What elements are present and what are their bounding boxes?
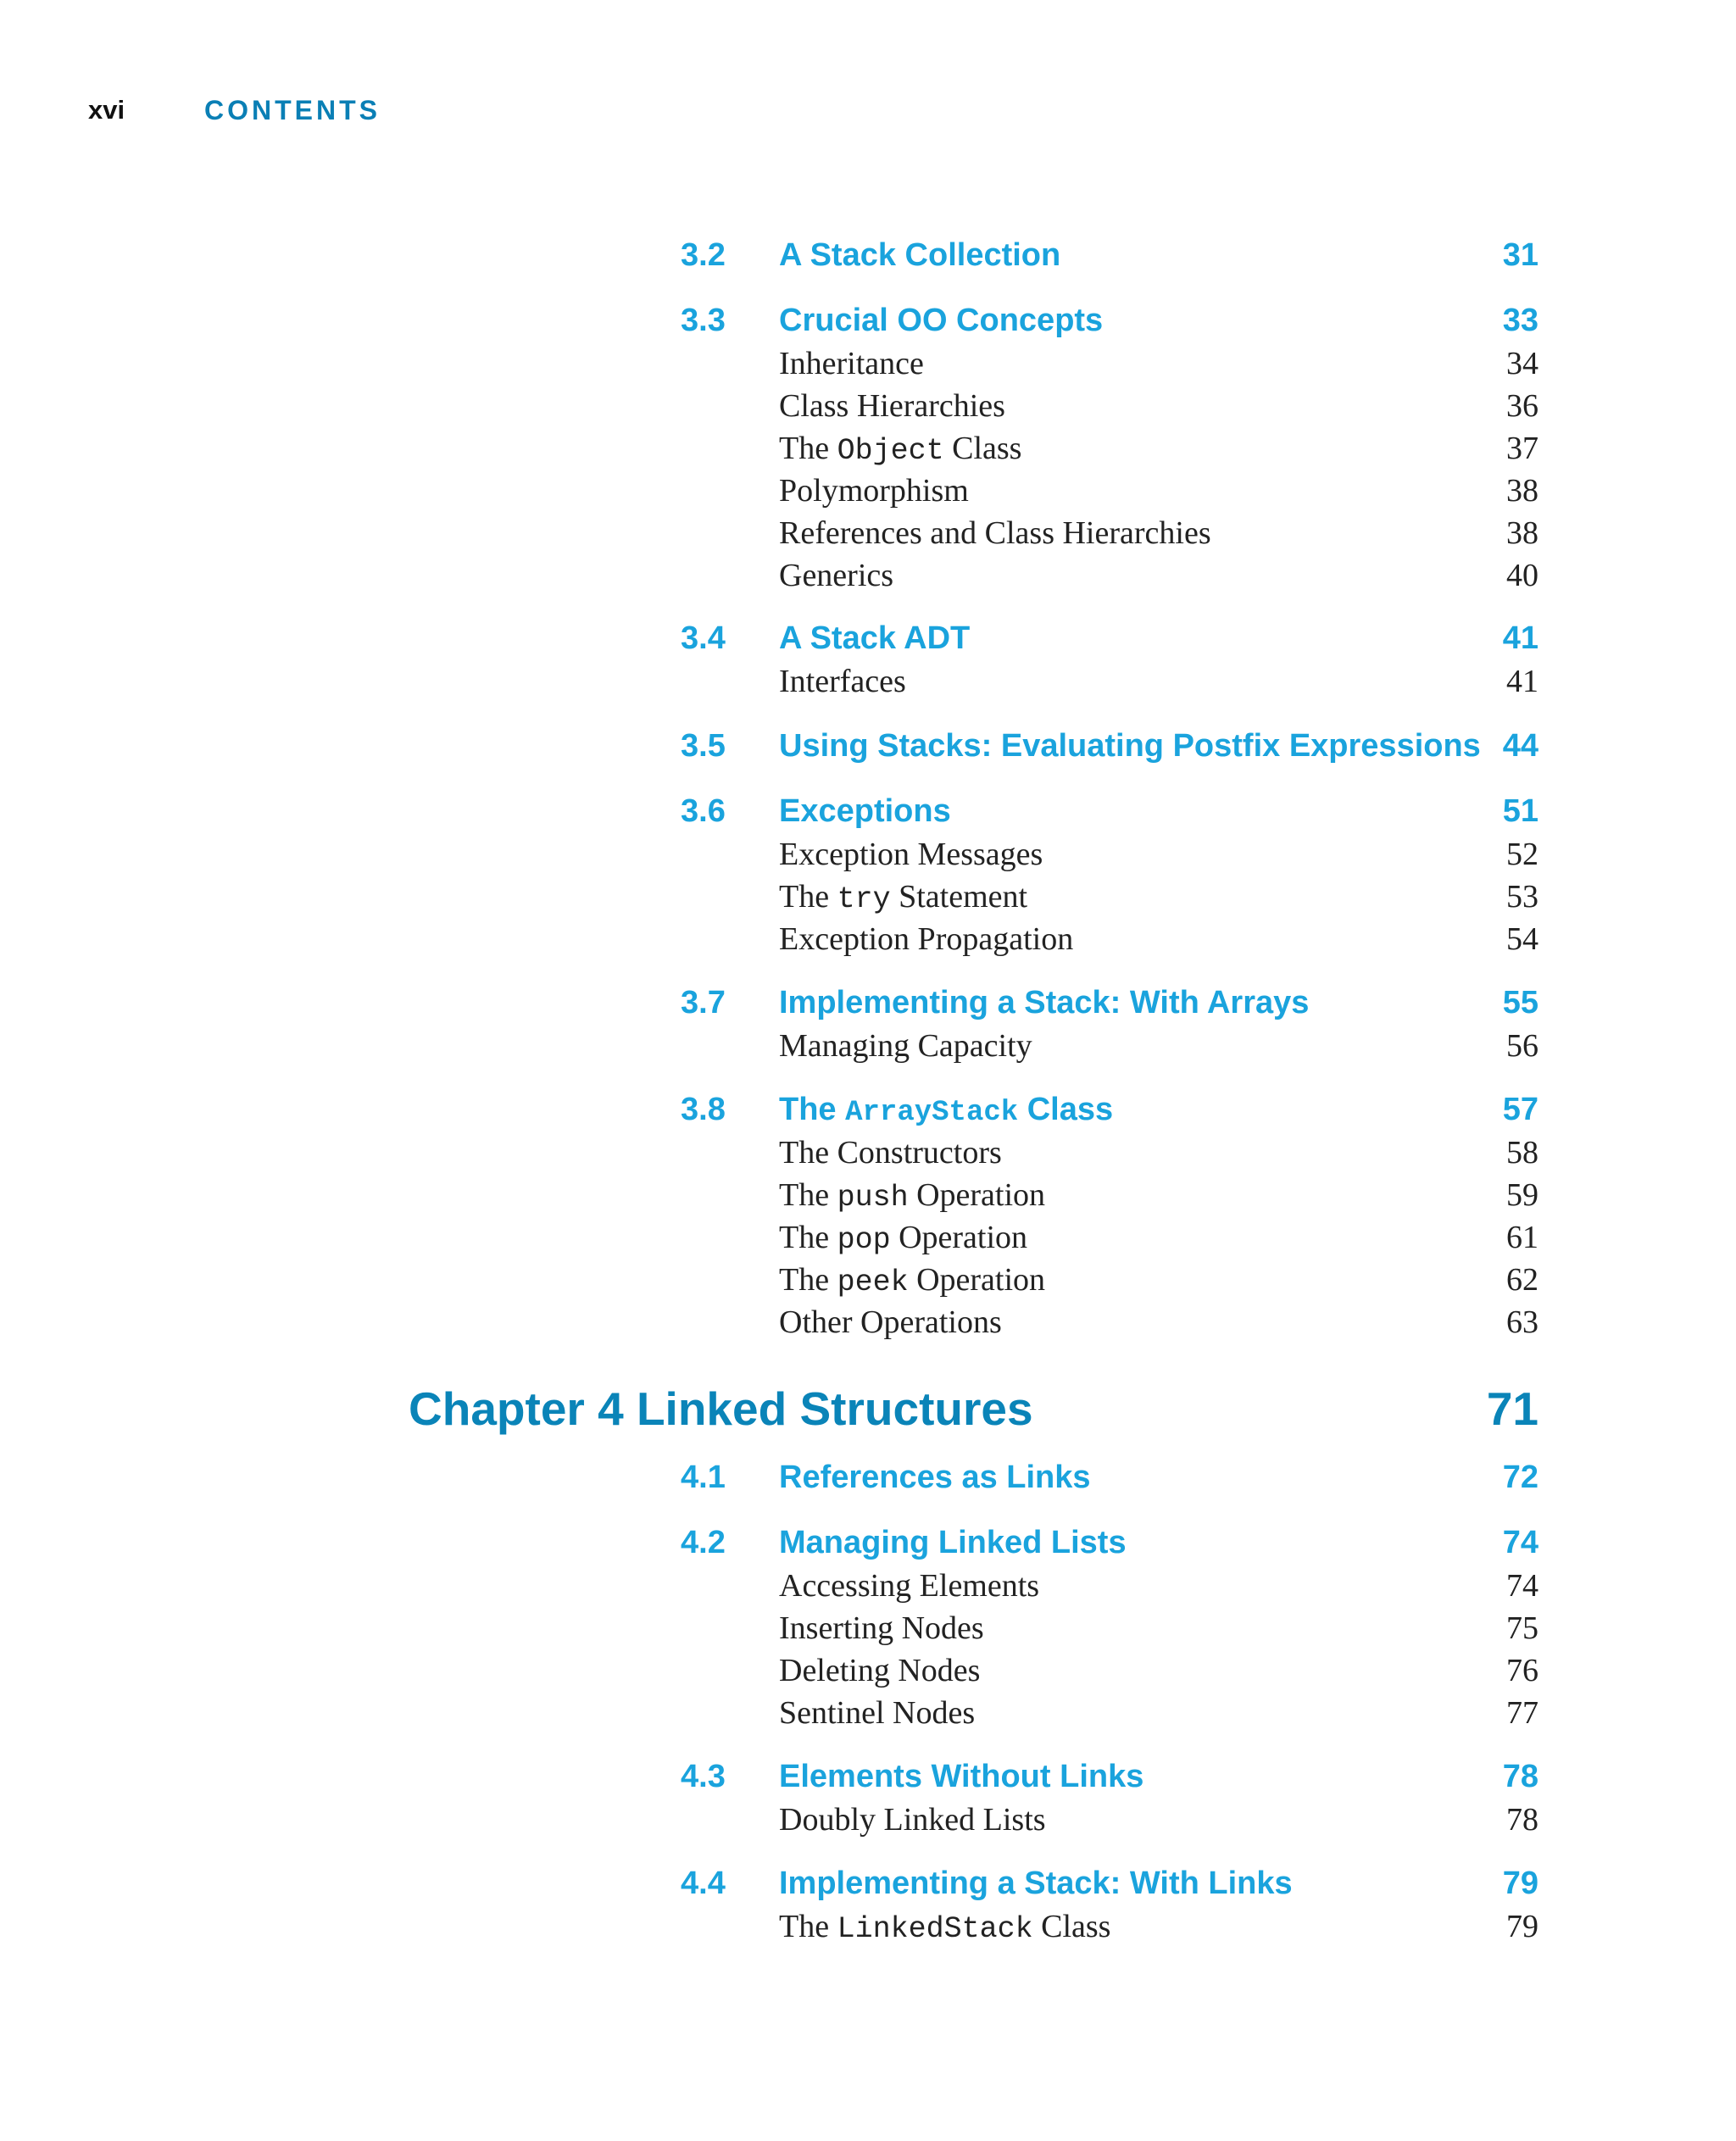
toc-section-3-7[interactable] — [0, 985, 1736, 1027]
entry-page: 36 — [1506, 388, 1538, 424]
toc-entry[interactable] — [0, 1610, 1736, 1649]
section-page: 78 — [1502, 1759, 1538, 1794]
section-title: Using Stacks: Evaluating Postfix Expressions — [779, 728, 1481, 764]
toc-section-4-3[interactable] — [0, 1759, 1736, 1801]
section-page: 55 — [1502, 985, 1538, 1020]
section-page: 57 — [1502, 1092, 1538, 1127]
section-title: Managing Linked Lists — [779, 1525, 1127, 1560]
entry-page: 76 — [1506, 1653, 1538, 1688]
toc-entry[interactable] — [0, 920, 1736, 959]
section-number: 3.7 — [681, 985, 726, 1020]
section-title: The ArrayStack Class — [779, 1092, 1114, 1129]
entry-page: 40 — [1506, 558, 1538, 593]
toc-entry[interactable] — [0, 663, 1736, 702]
section-number: 4.4 — [681, 1866, 726, 1901]
running-title: CONTENTS — [204, 95, 381, 125]
toc-entry[interactable] — [0, 430, 1736, 469]
toc-section-4-4[interactable] — [0, 1866, 1736, 1908]
section-number: 3.6 — [681, 793, 726, 829]
entry-page: 38 — [1506, 473, 1538, 509]
entry-page: 63 — [1506, 1304, 1538, 1340]
entry-page: 37 — [1506, 431, 1538, 466]
entry-title: Class Hierarchies — [779, 388, 1005, 424]
toc-entry[interactable] — [0, 1304, 1736, 1343]
entry-page: 62 — [1506, 1262, 1538, 1298]
section-page: 79 — [1502, 1866, 1538, 1901]
toc-entry[interactable] — [0, 836, 1736, 875]
entry-page: 61 — [1506, 1220, 1538, 1255]
toc-chapter-4[interactable] — [0, 1382, 1736, 1441]
code-term: peek — [837, 1265, 909, 1299]
code-term: push — [837, 1181, 909, 1215]
chapter-title: Chapter 4 Linked Structures — [409, 1382, 1033, 1435]
entry-title: Interfaces — [779, 664, 906, 699]
entry-title: Exception Propagation — [779, 921, 1074, 957]
toc-section-3-5[interactable] — [0, 728, 1736, 770]
entry-title: References and Class Hierarchies — [779, 515, 1211, 551]
toc-entry[interactable] — [0, 1567, 1736, 1606]
entry-title: The try Statement — [779, 879, 1028, 916]
entry-title: Deleting Nodes — [779, 1653, 981, 1688]
entry-title: The LinkedStack Class — [779, 1909, 1111, 1946]
entry-title: The peek Operation — [779, 1262, 1046, 1299]
entry-page: 52 — [1506, 837, 1538, 872]
code-term: pop — [837, 1223, 891, 1257]
section-title: Exceptions — [779, 793, 951, 829]
entry-title: Polymorphism — [779, 473, 969, 509]
toc-section-3-2[interactable] — [0, 237, 1736, 280]
toc-entry[interactable] — [0, 345, 1736, 384]
entry-page: 78 — [1506, 1802, 1538, 1838]
toc-entry[interactable] — [0, 1694, 1736, 1733]
toc-entry[interactable] — [0, 557, 1736, 596]
entry-title: Doubly Linked Lists — [779, 1802, 1046, 1838]
entry-page: 34 — [1506, 346, 1538, 381]
entry-page: 79 — [1506, 1909, 1538, 1944]
section-number: 4.2 — [681, 1525, 726, 1560]
toc-section-4-2[interactable] — [0, 1525, 1736, 1567]
section-title: Implementing a Stack: With Arrays — [779, 985, 1310, 1020]
toc-entry[interactable] — [0, 1908, 1736, 1947]
entry-title: Exception Messages — [779, 837, 1043, 872]
entry-title: The push Operation — [779, 1177, 1046, 1215]
toc-entry[interactable] — [0, 878, 1736, 917]
toc-entry[interactable] — [0, 387, 1736, 426]
entry-page: 41 — [1506, 664, 1538, 699]
section-number: 3.8 — [681, 1092, 726, 1127]
toc-entry[interactable] — [0, 1261, 1736, 1300]
section-title: A Stack ADT — [779, 620, 971, 656]
entry-page: 38 — [1506, 515, 1538, 551]
entry-page: 59 — [1506, 1177, 1538, 1213]
section-number: 3.3 — [681, 303, 726, 338]
entry-page: 58 — [1506, 1135, 1538, 1171]
section-page: 51 — [1502, 793, 1538, 829]
section-page: 31 — [1502, 237, 1538, 273]
entry-title: The Object Class — [779, 431, 1022, 468]
entry-title: Other Operations — [779, 1304, 1002, 1340]
section-title: References as Links — [779, 1460, 1091, 1495]
entry-title: Inserting Nodes — [779, 1610, 984, 1646]
section-page: 74 — [1502, 1525, 1538, 1560]
entry-title: Accessing Elements — [779, 1568, 1040, 1604]
entry-title: The pop Operation — [779, 1220, 1028, 1257]
toc-entry[interactable] — [0, 1219, 1736, 1258]
code-term: LinkedStack — [837, 1912, 1033, 1946]
section-number: 4.1 — [681, 1460, 726, 1495]
toc-entry[interactable] — [0, 1134, 1736, 1173]
chapter-page: 71 — [1486, 1382, 1538, 1435]
section-number: 3.2 — [681, 237, 726, 273]
toc-entry[interactable] — [0, 472, 1736, 511]
section-title: Implementing a Stack: With Links — [779, 1866, 1293, 1901]
toc-section-4-1[interactable] — [0, 1460, 1736, 1502]
toc-section-3-4[interactable] — [0, 620, 1736, 663]
entry-page: 77 — [1506, 1695, 1538, 1731]
section-page: 44 — [1502, 728, 1538, 764]
section-number: 3.4 — [681, 620, 726, 656]
toc-entry[interactable] — [0, 1027, 1736, 1066]
toc-entry[interactable] — [0, 1176, 1736, 1215]
entry-page: 74 — [1506, 1568, 1538, 1604]
section-number: 4.3 — [681, 1759, 726, 1794]
section-page: 33 — [1502, 303, 1538, 338]
entry-page: 54 — [1506, 921, 1538, 957]
toc-section-3-8[interactable] — [0, 1092, 1736, 1134]
code-term: ArrayStack — [845, 1097, 1019, 1129]
entry-title: Sentinel Nodes — [779, 1695, 976, 1731]
section-title: Elements Without Links — [779, 1759, 1144, 1794]
entry-page: 56 — [1506, 1028, 1538, 1064]
entry-title: Generics — [779, 558, 894, 593]
toc-section-3-3[interactable] — [0, 303, 1736, 345]
entry-page: 53 — [1506, 879, 1538, 915]
toc-entry[interactable] — [0, 1652, 1736, 1691]
section-number: 3.5 — [681, 728, 726, 764]
entry-title: The Constructors — [779, 1135, 1002, 1171]
entry-page: 75 — [1506, 1610, 1538, 1646]
section-title: A Stack Collection — [779, 237, 1061, 273]
section-page: 72 — [1502, 1460, 1538, 1495]
entry-title: Managing Capacity — [779, 1028, 1032, 1064]
toc-entry[interactable] — [0, 514, 1736, 553]
entry-title: Inheritance — [779, 346, 924, 381]
section-title: Crucial OO Concepts — [779, 303, 1104, 338]
toc-section-3-6[interactable] — [0, 793, 1736, 836]
section-page: 41 — [1502, 620, 1538, 656]
page-number: xvi — [88, 95, 125, 125]
code-term: try — [837, 882, 891, 916]
code-term: Object — [837, 434, 944, 468]
toc-entry[interactable] — [0, 1801, 1736, 1840]
